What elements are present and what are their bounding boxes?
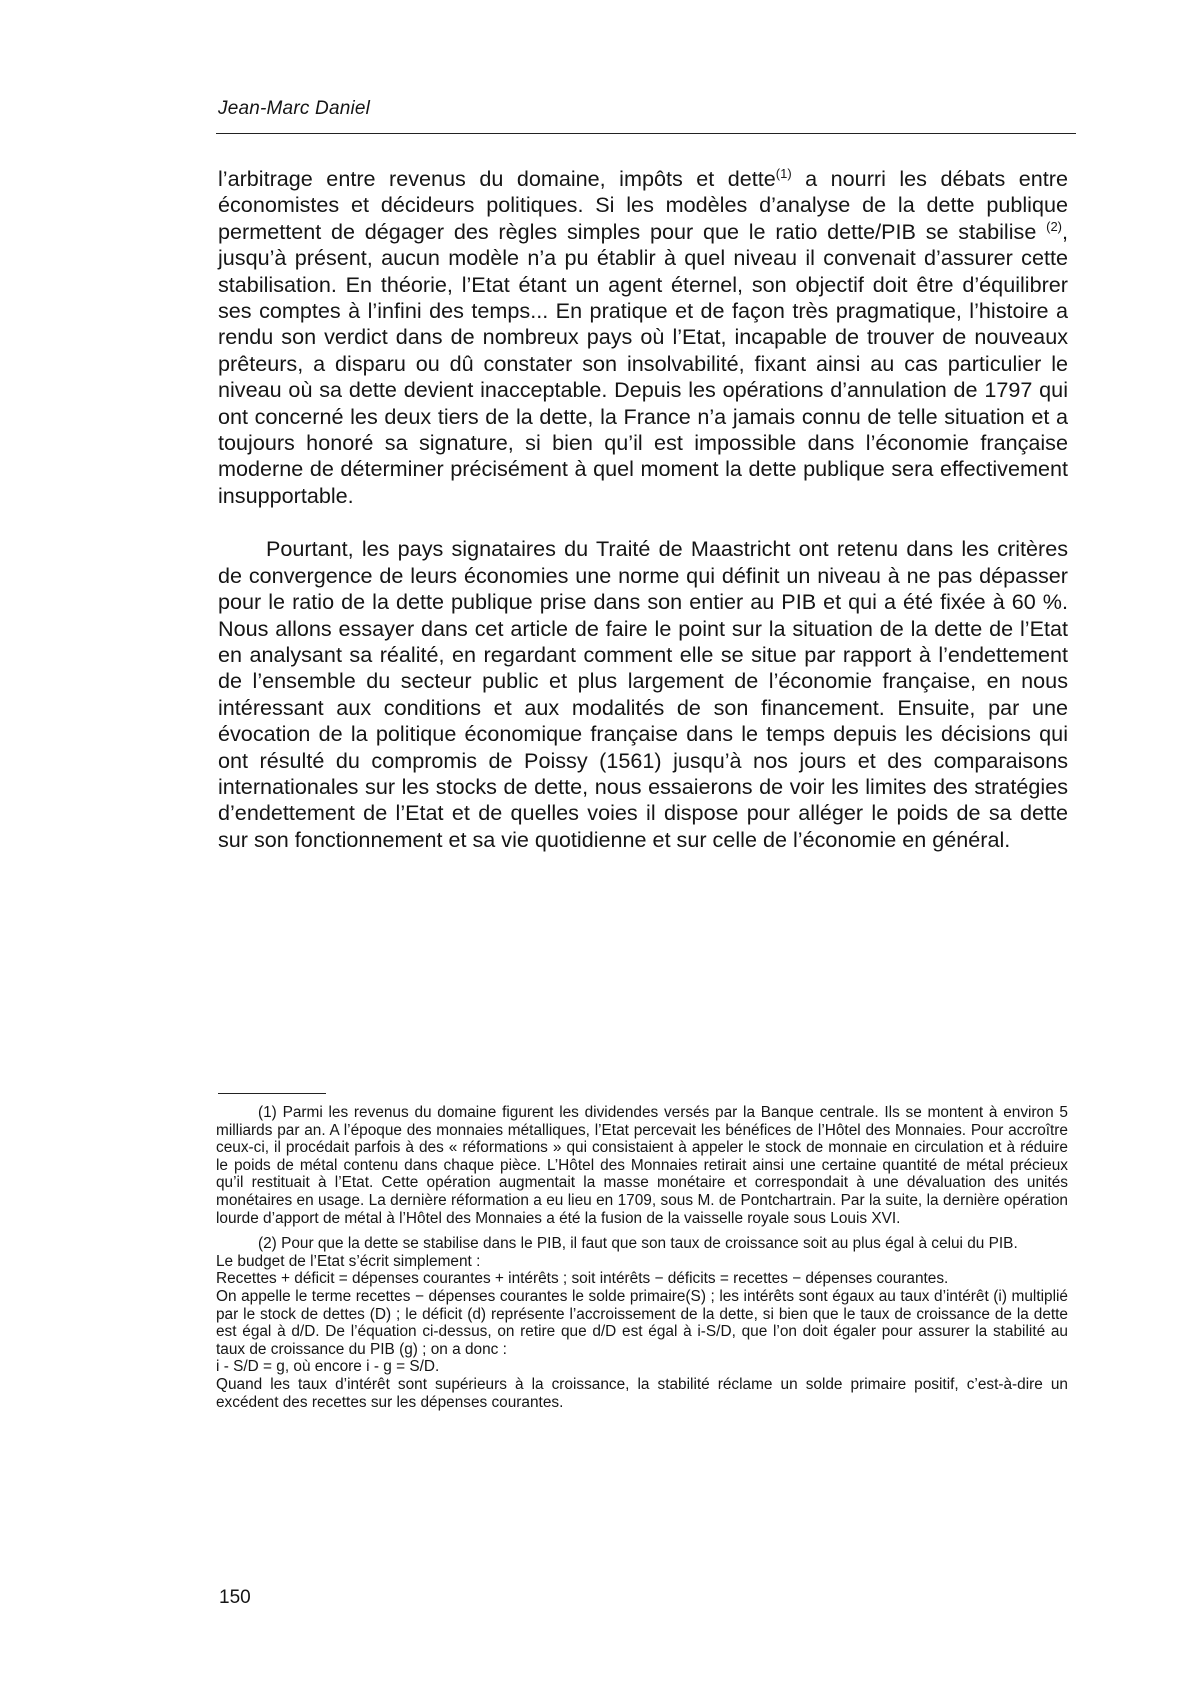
- main-text: [218, 166, 1068, 853]
- footnote-1: (1) Parmi les revenus du domaine figurent les dividendes versés par la Banque centrale. Ils se montent à environ 5 milliards par an. A l’époque des monnaies métalliques, l’Etat percevait les bénéfices de l’Hôtel des Monnaies. Pour accroître ceux-ci, il procédait parfois à des « réformations » qui consistaient à appeler le stock de monnaie en circulation et à réduire le poids de métal contenu dans chaque pièce. L’Hôtel des Monnaies retirait ainsi une certaine quantité de métal précieux qu’il restituait à l’Etat. Cette opération augmentait la masse monétaire et correspondait à une dévaluation des unités monétaires en usage. La dernière réformation a eu lieu en 1709, sous M. de Pontchartrain. Par la suite, la dernière opération lourde d’apport de métal à l’Hôtel des Monnaies a été la fusion de la vaisselle royale sous Louis XVI.: [216, 1104, 1068, 1227]
- paragraph-1-text-c: , jusqu’à présent, aucun modèle n’a pu établir à quel niveau il convenait d’assurer cette stabilisation. En théorie, l’Etat étant un agent éternel, son objectif doit être d’équilibrer ses comptes à l’infini des temps... En pratique et de façon très pragmatique, l’histoire a rendu son verdict dans de nombreux pays où l’Etat, incapable de trouver de nouveaux prêteurs, a disparu ou dû constater son insolvabilité, fixant ainsi au cas particulier le niveau où sa dette devient inacceptable. Depuis les opérations d’annulation de 1797 qui ont concerné les deux tiers de la dette, la France n’a jamais connu de telle situation et a toujours honoré sa signature, si bien qu’il est impossible dans l’économie française moderne de déterminer précisément à quel moment la dette publique sera effectivement insupportable.: [218, 218, 1068, 508]
- paragraph-1-text-b: a nourri les débats entre économistes et décideurs politiques. Si les modèles d’analyse de la dette publique permettent de dégager des règles simples pour que le ratio dette/PIB se stabilise: [218, 166, 1068, 244]
- footnote-2-intro: (2) Pour que la dette se stabilise dans le PIB, il faut que son taux de croissance soit au plus égal à celui du PIB.: [258, 1235, 1018, 1253]
- footnote-2-explanation: On appelle le terme recettes − dépenses courantes le solde primaire(S) ; les intérêts sont égaux au taux d’intérêt (i) multiplié par le stock de dettes (D) ; le déficit (d) représente l’accroissement de la dette, si bien que le taux de croissance de la dette est égal à d/D. De l’équation ci-dessus, on retire que d/D est égal à i-S/D, que l’on doit égaler pour assurer la stabilité au taux de croissance du PIB (g) ; on a donc :: [216, 1287, 1068, 1358]
- paragraph-1-text-a: l’arbitrage entre revenus du domaine, impôts et dette: [218, 166, 776, 191]
- footnote-ref-2: (2): [1046, 218, 1062, 234]
- footnote-2-formula: i - S/D = g, où encore i - g = S/D.: [216, 1358, 440, 1376]
- footnote-2-line: Le budget de l’Etat s’écrit simplement :: [216, 1252, 481, 1270]
- paragraph-1: [218, 166, 1068, 509]
- header-rule: [216, 133, 1076, 134]
- paragraph-2: Pourtant, les pays signataires du Traité de Maastricht ont retenu dans les critères de convergence de leurs économies une norme qui définit un niveau à ne pas dépasser pour le ratio de la dette publique prise dans son entier au PIB et qui a été fixée à 60 %. Nous allons essayer dans cet article de faire le point sur la situation de la dette de l’Etat en analysant sa réalité, en regardant comment elle se situe par rapport à l’endettement de l’ensemble du secteur public et plus largement de l’économie française, en nous intéressant aux conditions et aux modalités de son financement. Ensuite, par une évocation de la politique économique française dans le temps depuis les décisions qui ont résulté du compromis de Poissy (1561) jusqu’à nos jours et des comparaisons internationales sur les stocks de dette, nous essaierons de voir les limites des stratégies d’endettement de l’Etat et de quelles voies il dispose pour alléger le poids de sa dette sur son fonctionnement et sa vie quotidienne et sur celle de l’économie en général.: [218, 536, 1068, 852]
- footnotes: [216, 1104, 1068, 1411]
- footnote-ref-1: (1): [775, 165, 792, 181]
- footnote-2-conclusion: Quand les taux d’intérêt sont supérieurs à la croissance, la stabilité réclame un solde primaire positif, c’est-à-dire un excédent des recettes sur les dépenses courantes.: [216, 1375, 1068, 1411]
- page-number: 150: [219, 1587, 251, 1608]
- running-head: Jean-Marc Daniel: [218, 98, 371, 119]
- footnote-rule: [218, 1093, 326, 1094]
- footnote-2-equation: Recettes + déficit = dépenses courantes + intérêts ; soit intérêts − déficits = recettes − dépenses courantes.: [216, 1270, 949, 1288]
